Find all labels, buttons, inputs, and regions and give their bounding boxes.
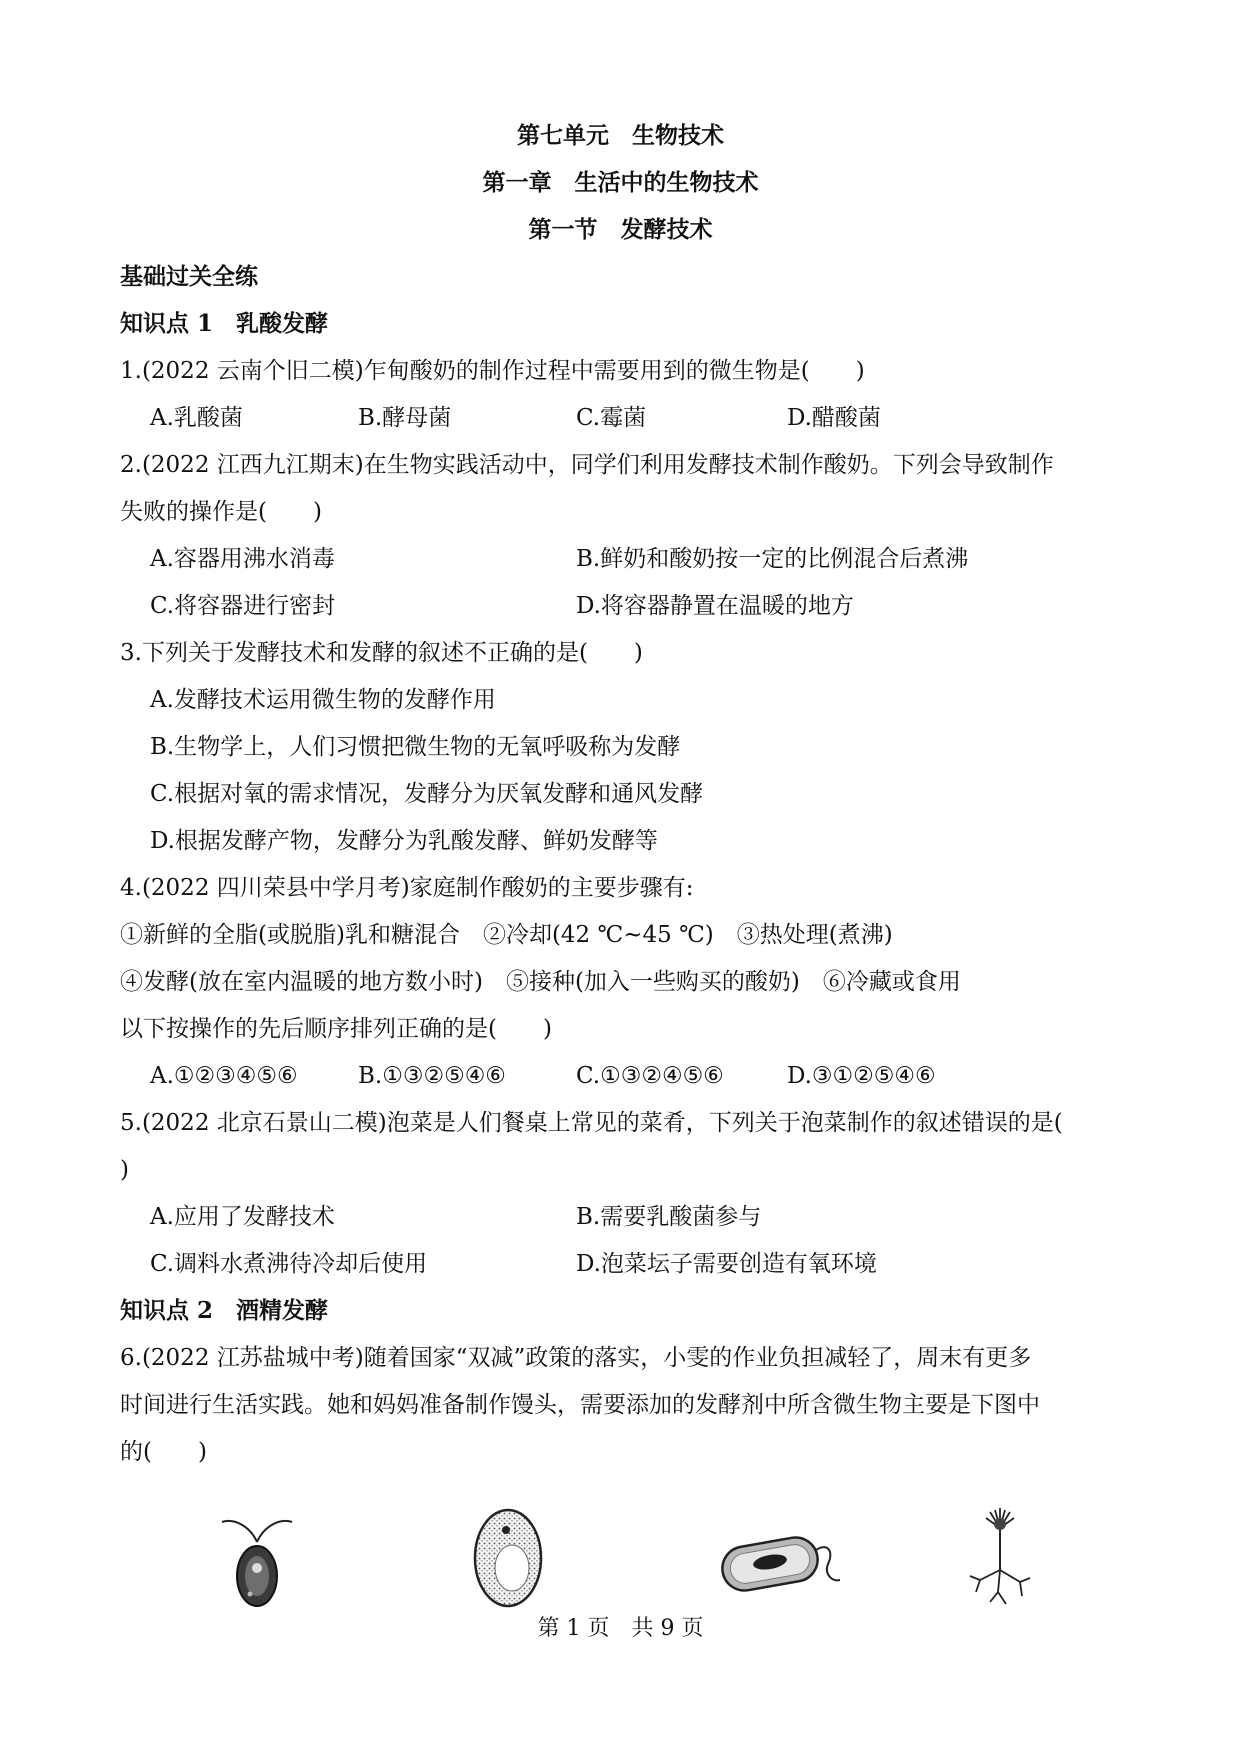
question-2-stem-cont: 失败的操作是( ) — [120, 499, 322, 525]
q1-option-b: B.酵母菌 — [358, 405, 452, 431]
question-6-stem: 6.(2022 江苏盐城中考)随着国家“双减”政策的落实，小雯的作业负担减轻了，周末有更多 — [120, 1345, 1032, 1371]
q1-option-d: D.醋酸菌 — [787, 405, 881, 431]
question-4-steps-1: ①新鲜的全脂(或脱脂)乳和糖混合 ②冷却(42 ℃~45 ℃) ③热处理(煮沸) — [120, 922, 893, 948]
q2-option-d: D.将容器静置在温暖的地方 — [576, 593, 854, 619]
knowledge-point-2: 知识点 2 酒精发酵 — [120, 1297, 329, 1324]
question-4-stem: 4.(2022 四川荣县中学月考)家庭制作酸奶的主要步骤有: — [120, 875, 694, 901]
question-5-stem-cont: ) — [120, 1157, 129, 1183]
q5-option-b: B.需要乳酸菌参与 — [576, 1204, 762, 1230]
question-6-stem-end: 的( ) — [120, 1439, 207, 1465]
q2-option-b: B.鲜奶和酸奶按一定的比例混合后煮沸 — [576, 546, 969, 572]
mold-icon — [960, 1500, 1040, 1610]
q5-option-c: C.调料水煮沸待冷却后使用 — [150, 1251, 428, 1277]
unit-heading: 第七单元 生物技术 — [517, 122, 724, 149]
question-4-prompt: 以下按操作的先后顺序排列正确的是( ) — [120, 1016, 552, 1042]
knowledge-point-1: 知识点 1 乳酸发酵 — [120, 310, 329, 337]
question-5-stem: 5.(2022 北京石景山二模)泡菜是人们餐桌上常见的菜肴，下列关于泡菜制作的叙述错误的是( — [120, 1110, 1063, 1136]
section-heading: 第一节 发酵技术 — [528, 216, 713, 243]
question-2-stem: 2.(2022 江西九江期末)在生物实践活动中，同学们利用发酵技术制作酸奶。下列会导致制作 — [120, 452, 1054, 478]
microorganism-figures — [0, 1500, 1241, 1620]
chapter-heading: 第一章 生活中的生物技术 — [482, 169, 759, 196]
question-3-stem: 3.下列关于发酵技术和发酵的叙述不正确的是( ) — [120, 640, 643, 666]
yeast-cell-icon — [468, 1502, 548, 1614]
q4-option-a: A.①②③④⑤⑥ — [150, 1063, 298, 1089]
q1-option-c: C.霉菌 — [576, 405, 647, 431]
question-4-steps-2: ④发酵(放在室内温暖的地方数小时) ⑤接种(加入一些购买的酸奶) ⑥冷藏或食用 — [120, 969, 961, 995]
bacterium-icon — [716, 1520, 846, 1600]
q2-option-a: A.容器用沸水消毒 — [150, 546, 335, 572]
q3-option-b: B.生物学上，人们习惯把微生物的无氧呼吸称为发酵 — [150, 734, 681, 760]
q3-option-c: C.根据对氧的需求情况，发酵分为厌氧发酵和通风发酵 — [150, 781, 704, 807]
chlamydomonas-icon — [212, 1500, 302, 1610]
q4-option-b: B.①③②⑤④⑥ — [358, 1063, 506, 1089]
q4-option-d: D.③①②⑤④⑥ — [787, 1063, 936, 1089]
question-1-stem: 1.(2022 云南个旧二模)乍甸酸奶的制作过程中需要用到的微生物是( ) — [120, 358, 865, 384]
q2-option-c: C.将容器进行密封 — [150, 593, 336, 619]
q3-option-d: D.根据发酵产物，发酵分为乳酸发酵、鲜奶发酵等 — [150, 828, 658, 854]
question-6-stem-cont: 时间进行生活实践。她和妈妈准备制作馒头，需要添加的发酵剂中所含微生物主要是下图中 — [120, 1392, 1040, 1418]
q1-option-a: A.乳酸菌 — [150, 405, 243, 431]
q5-option-a: A.应用了发酵技术 — [150, 1204, 335, 1230]
q4-option-c: C.①③②④⑤⑥ — [576, 1063, 724, 1089]
q3-option-a: A.发酵技术运用微生物的发酵作用 — [150, 687, 496, 713]
page-number-footer: 第 1 页 共 9 页 — [537, 1616, 704, 1641]
q5-option-d: D.泡菜坛子需要创造有氧环境 — [576, 1251, 877, 1277]
practice-title: 基础过关全练 — [120, 263, 258, 290]
